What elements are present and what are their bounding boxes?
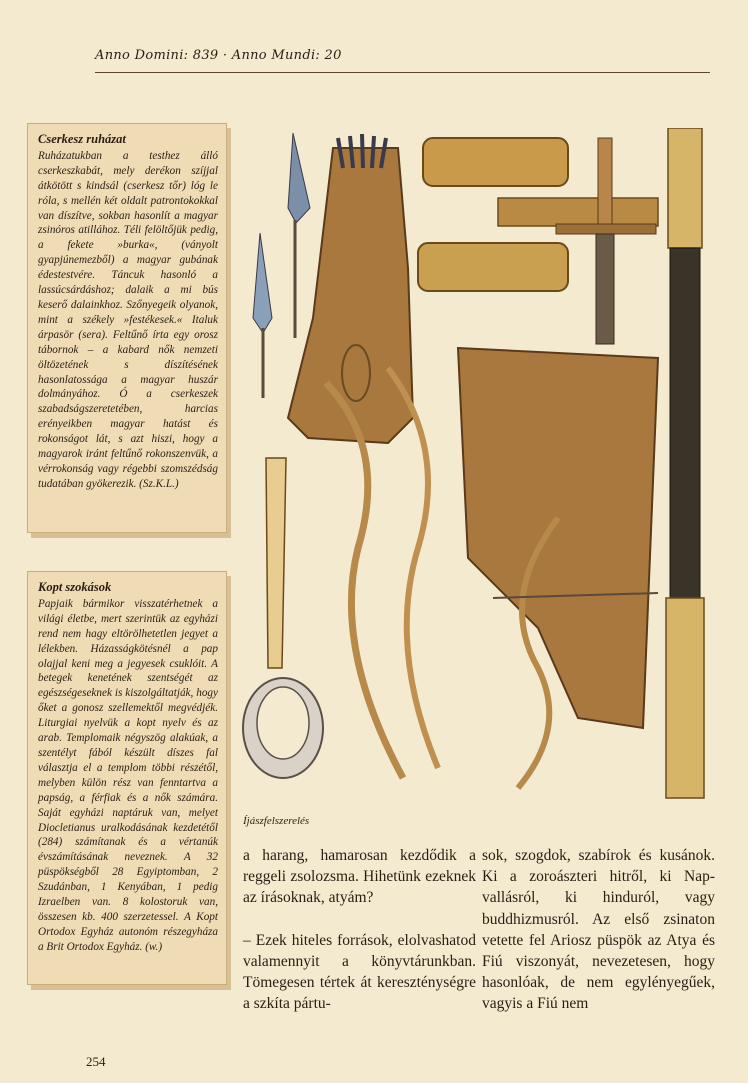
sidebar-box-cserkesz bbox=[27, 123, 227, 533]
sidebar-title: Kopt szokások bbox=[38, 580, 112, 594]
archery-equipment-illustration bbox=[238, 128, 713, 808]
header-rule bbox=[95, 72, 710, 73]
sidebar-body: Papjaik bármikor visszatérhetnek a világi életbe, mert szerintük az egyházi rend nem hagy eltörölhetetlen jegyet a lélekben. Házasságkötésnél a pap olajjal keni meg a jegyesek csuklóit. A betegek kenetének szentségét az egészségeseknek is kiszolgáltatják, hogy őket a gonosz szellemektől megvédjék. Liturgiai nyelvük a kopt nyelv és az arab. Templomaik négyszög alakúak, a szentélyt fából készült díszes fal választja el a templom többi részétől, melyben külön rész van fenntartva a papság, a férfiak és a nők számára. Saját egyházi naptáruk van, melyet Diocletianus uralkodásának kezdetétől (284) számítanak és a vértanúk évszámításának neveznek. A 32 püspökségből 28 Egyiptomban, 2 Szudánban, 1 Kenyában, 1 pedig Izraelben van. 8 kolostoruk van, összesen kb. 400 szerzetessel. A Kopt Ortodox Egyház autonóm részegyháza a Brit Ortodox Egyház. (w.) bbox=[38, 597, 218, 953]
belt-buckle-icon bbox=[423, 138, 568, 186]
bow-case-icon bbox=[458, 348, 658, 728]
text-column-left bbox=[243, 845, 476, 1014]
dagger-icon bbox=[556, 138, 656, 344]
paragraph: sok, szogdok, szabírok és kusánok. Ki a zoroászteri hitről, ki Nap-vallásról, ki hinduról, vagy buddhizmusról. Az első zsinaton vetette fel Ariosz püspök az Atya és Fiú viszonyát, nevezetesen, hogy hasonlóak, de nem egylényegűek, vagyis a Fiú nem bbox=[482, 847, 715, 1013]
sword-scabbard-icon bbox=[666, 128, 704, 798]
belt-strap-icon bbox=[498, 198, 658, 226]
paragraph: – Ezek hiteles források, elolvashatod valamennyit a könyvtárunkban. Tömegesen tértek át kereszténységre a szkíta pártu- bbox=[243, 931, 476, 1013]
sidebar-box-kopt bbox=[27, 571, 227, 985]
belt-plate-icon bbox=[418, 243, 568, 291]
sidebar-title: Cserkesz ruházat bbox=[38, 132, 126, 146]
running-title: Anno Domini: 839 · Anno Mundi: 20 bbox=[95, 48, 342, 63]
bow-nock-icon bbox=[266, 458, 286, 668]
running-header bbox=[95, 48, 710, 74]
page-number: 254 bbox=[86, 1054, 106, 1069]
illustration-caption: Íjászfelszerelés bbox=[243, 815, 310, 827]
bow-icon bbox=[326, 383, 403, 778]
sidebar-body: Ruházatukban a testhez álló cserkeszkabát, mely derékon szíjjal átkötött s kindsál (cserkesz tőr) lóg le róla, s mellén két oldalt patrontokokkal van díszítve, sokban hasonlít a magyar zsinóros atillához. Téli felöltőjük pedig, a fekete »burka«, (ványolt gyapjúnemezből) a magyar gubának édestestvére. Táncuk hasonló a lassúcsárdáshoz; dalaik a mi bús keserő dalainkhoz. Szőnyegeik olyanok, mint a székely »festékesek.« Italuk árpasör (sera). Feltűnő írta egy orosz tábornok – a kabard nők nemzeti öltözetének s díszítésének hasonlatossága a magyar huszár dolmányához. Ó a cserkeszek szabadságszeretetében, harcias erényeikben magyar hatást és rokonságot lát, s azt hiszi, hogy a magyarok iránt feltűnő rokonszenvük, a vérrokonság vagy régebbi szomszédság tudatában gyökerezik. (Sz.K.L.) bbox=[38, 149, 218, 490]
paragraph: a harang, hamarosan kezdődik a reggeli zsolozsma. Hihetünk ezeknek az írásoknak, atyám? bbox=[243, 847, 476, 907]
spear-head-icon bbox=[288, 133, 310, 223]
text-column-right bbox=[482, 845, 715, 1015]
spear-head-icon bbox=[253, 233, 272, 333]
quiver-icon bbox=[288, 134, 413, 443]
